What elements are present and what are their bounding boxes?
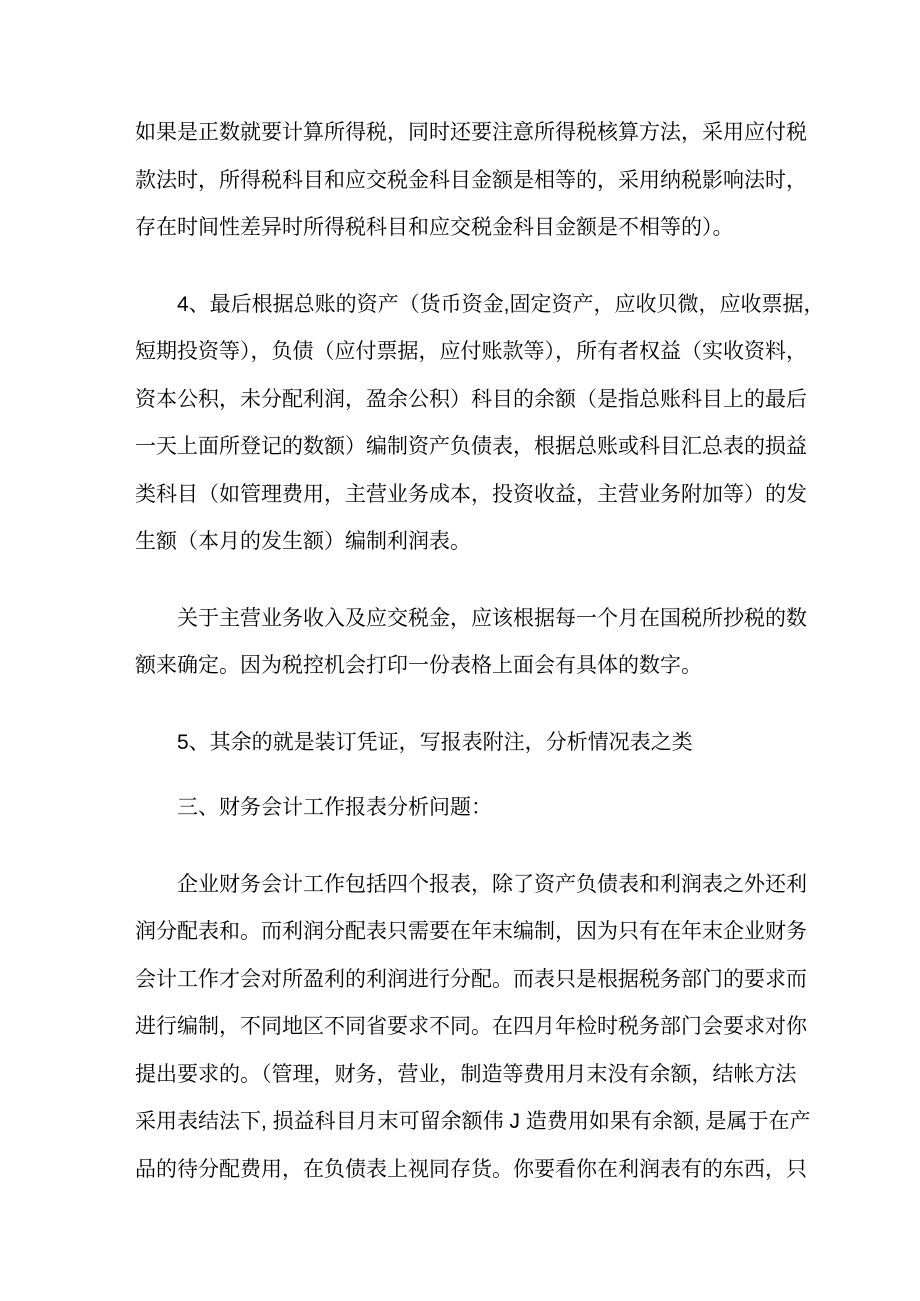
text-line: 采用表结法下, 损益科目月末可留余额伟 J 造费用如果有余额, 是属于在产 xyxy=(135,1110,811,1133)
text-line: 品的待分配费用，在负债表上视同存货。你要看你在利润表有的东西，只 xyxy=(135,1157,807,1181)
text-line: 关于主营业务收入及应交税金，应该根据每一个月在国税所抄税的数 xyxy=(177,606,807,630)
text-line: 短期投资等），负债（应付票据，应付账款等），所有者权益（实收资料， xyxy=(135,340,807,363)
paragraph-section-heading xyxy=(135,784,825,832)
text-line: 款法时，所得税科目和应交税金科目金额是相等的，采用纳税影响法时， xyxy=(135,168,807,192)
text-line: 一天上面所登记的数额）编制资产负债表，根据总账或科目汇总表的损益 xyxy=(135,435,807,458)
text-line: 进行编制，不同地区不同省要求不同。在四月年检时税务部门会要求对你 xyxy=(135,1015,807,1038)
paragraph xyxy=(135,719,825,767)
text-line: 三、财务会计工作报表分析问题： xyxy=(177,796,492,819)
paragraph xyxy=(135,595,825,690)
text-line: 提出要求的。（管理，财务，营业，制造等费用月末没有余额，结帐方法 xyxy=(135,1062,797,1086)
text-line: 企业财务会计工作包括四个报表，除了资产负债表和利润表之外还利 xyxy=(177,872,807,896)
text-line: 会计工作才会对所盈利的利润进行分配。而表只是根据税务部门的要求而 xyxy=(135,967,807,991)
text-line: 额来确定。因为税控机会打印一份表格上面会有具体的数字。 xyxy=(135,654,702,677)
text-line: 润分配表和。而利润分配表只需要在年末编制，因为只有在年末企业财务 xyxy=(135,920,807,943)
text-line: 如果是正数就要计算所得税，同时还要注意所得税核算方法，采用应付税 xyxy=(135,121,807,144)
text-line: 存在时间性差异时所得税科目和应交税金科目金额是不相等的）。 xyxy=(135,216,734,239)
text-line: 生额（本月的发生额）编制利润表。 xyxy=(135,530,471,553)
paragraph xyxy=(135,281,825,566)
paragraph xyxy=(135,861,825,1194)
text-line: 类科目（如管理费用，主营业务成本，投资收益，主营业务附加等）的发 xyxy=(135,482,807,506)
text-line: 5、其余的就是装订凭证，写报表附注，分析情况表之类 xyxy=(177,730,693,754)
text-line: 资本公积，未分配利润，盈余公积）科目的余额（是指总账科目上的最后 xyxy=(135,387,807,411)
paragraph xyxy=(135,109,825,252)
text-line: 4、最后根据总账的资产（货币资金,固定资产，应收贝微，应收票据， xyxy=(177,292,825,316)
